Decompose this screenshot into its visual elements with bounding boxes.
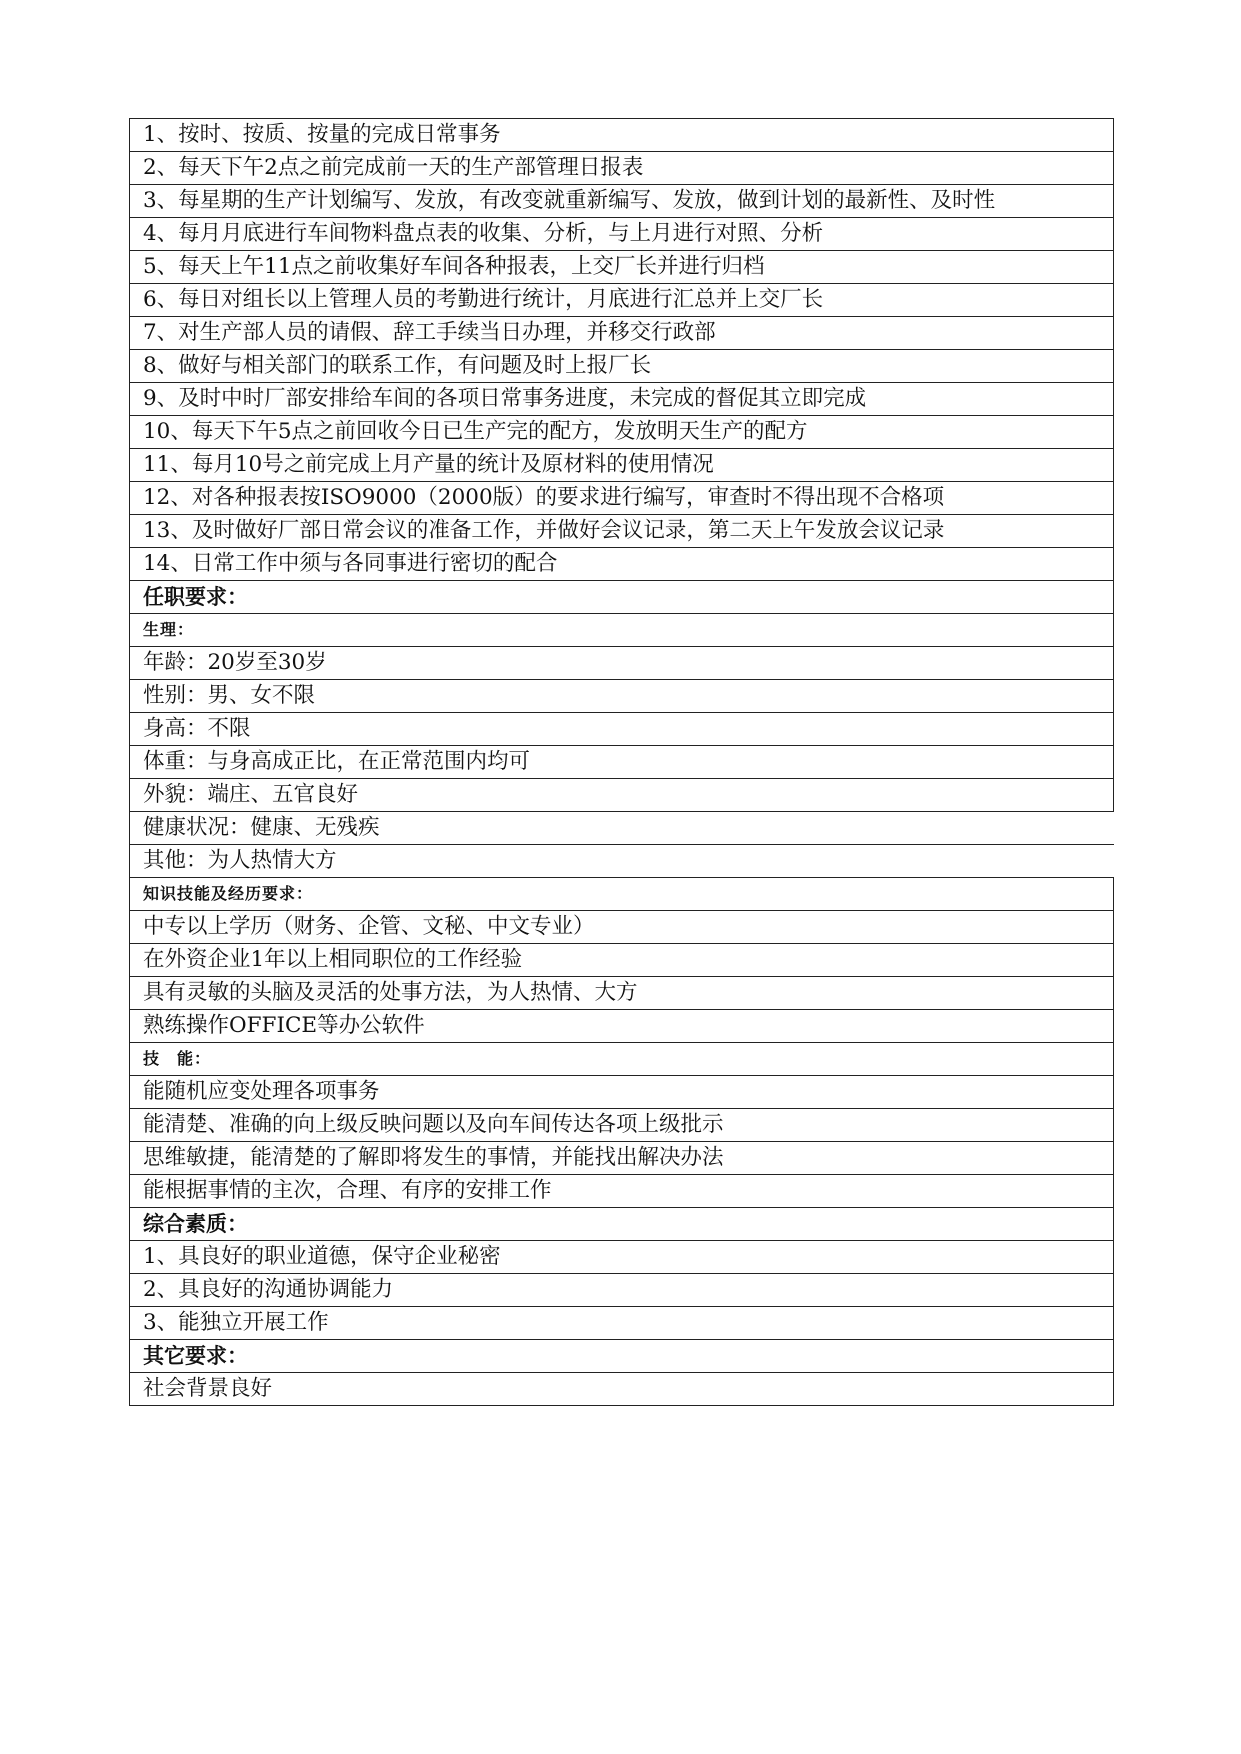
duty-item: 1、按时、按质、按量的完成日常事务 xyxy=(130,119,1114,152)
table-row xyxy=(130,1274,1114,1307)
physiology-item: 性别：男、女不限 xyxy=(130,680,1114,713)
skills-item: 能根据事情的主次，合理、有序的安排工作 xyxy=(130,1175,1114,1208)
table-row xyxy=(130,977,1114,1010)
table-row xyxy=(130,119,1114,152)
table-row xyxy=(130,383,1114,416)
table-row xyxy=(130,449,1114,482)
table-row xyxy=(130,1175,1114,1208)
physiology-item: 健康状况：健康、无残疾 xyxy=(130,812,1114,845)
knowledge-item: 在外资企业1年以上相同职位的工作经验 xyxy=(130,944,1114,977)
table-row xyxy=(130,878,1114,911)
table-row xyxy=(130,1208,1114,1241)
table-row xyxy=(130,1076,1114,1109)
table-row xyxy=(130,779,1114,812)
table-row xyxy=(130,845,1114,878)
table-row xyxy=(130,548,1114,581)
duty-item: 9、及时中时厂部安排给车间的各项日常事务进度，未完成的督促其立即完成 xyxy=(130,383,1114,416)
table-row xyxy=(130,152,1114,185)
duty-item: 10、每天下午5点之前回收今日已生产完的配方，发放明天生产的配方 xyxy=(130,416,1114,449)
table-row xyxy=(130,944,1114,977)
skills-item: 思维敏捷，能清楚的了解即将发生的事情，并能找出解决办法 xyxy=(130,1142,1114,1175)
duty-item: 4、每月月底进行车间物料盘点表的收集、分析，与上月进行对照、分析 xyxy=(130,218,1114,251)
skills-item: 能随机应变处理各项事务 xyxy=(130,1076,1114,1109)
duty-item: 8、做好与相关部门的联系工作，有问题及时上报厂长 xyxy=(130,350,1114,383)
table-row xyxy=(130,812,1114,845)
table-row xyxy=(130,1340,1114,1373)
duty-item: 12、对各种报表按ISO9000（2000版）的要求进行编写，审查时不得出现不合格项 xyxy=(130,482,1114,515)
table-row xyxy=(130,647,1114,680)
table-row xyxy=(130,350,1114,383)
table-row xyxy=(130,1241,1114,1274)
table-row xyxy=(130,680,1114,713)
table-row xyxy=(130,1109,1114,1142)
table-row xyxy=(130,185,1114,218)
table-row xyxy=(130,1043,1114,1076)
duty-item: 14、日常工作中须与各同事进行密切的配合 xyxy=(130,548,1114,581)
table-row xyxy=(130,416,1114,449)
table-row xyxy=(130,284,1114,317)
knowledge-item: 中专以上学历（财务、企管、文秘、中文专业） xyxy=(130,911,1114,944)
table-row xyxy=(130,482,1114,515)
duty-item: 6、每日对组长以上管理人员的考勤进行统计，月底进行汇总并上交厂长 xyxy=(130,284,1114,317)
table-row xyxy=(130,251,1114,284)
physiology-item: 其他：为人热情大方 xyxy=(130,845,1114,878)
requirements-heading: 任职要求： xyxy=(130,581,1114,614)
physiology-item: 体重：与身高成正比，在正常范围内均可 xyxy=(130,746,1114,779)
physiology-label: 生理： xyxy=(130,614,1114,647)
other-heading: 其它要求： xyxy=(130,1340,1114,1373)
duty-item: 5、每天上午11点之前收集好车间各种报表，上交厂长并进行归档 xyxy=(130,251,1114,284)
duty-item: 7、对生产部人员的请假、辞工手续当日办理，并移交行政部 xyxy=(130,317,1114,350)
other-item: 社会背景良好 xyxy=(130,1373,1114,1406)
table-row xyxy=(130,218,1114,251)
table-row xyxy=(130,515,1114,548)
duty-item: 13、及时做好厂部日常会议的准备工作，并做好会议记录，第二天上午发放会议记录 xyxy=(130,515,1114,548)
table-row xyxy=(130,1307,1114,1340)
job-description-table xyxy=(129,118,1114,1406)
skills-item: 能清楚、准确的向上级反映问题以及向车间传达各项上级批示 xyxy=(130,1109,1114,1142)
table-row xyxy=(130,746,1114,779)
duty-item: 3、每星期的生产计划编写、发放，有改变就重新编写、发放，做到计划的最新性、及时性 xyxy=(130,185,1114,218)
physiology-item: 年龄：20岁至30岁 xyxy=(130,647,1114,680)
qualities-item: 1、具良好的职业道德，保守企业秘密 xyxy=(130,1241,1114,1274)
knowledge-item: 具有灵敏的头脑及灵活的处事方法，为人热情、大方 xyxy=(130,977,1114,1010)
qualities-item: 3、能独立开展工作 xyxy=(130,1307,1114,1340)
physiology-item: 身高：不限 xyxy=(130,713,1114,746)
table-row xyxy=(130,317,1114,350)
table-row xyxy=(130,614,1114,647)
physiology-item: 外貌：端庄、五官良好 xyxy=(130,779,1114,812)
knowledge-label: 知识技能及经历要求： xyxy=(130,878,1114,911)
qualities-heading: 综合素质： xyxy=(130,1208,1114,1241)
table-row xyxy=(130,1373,1114,1406)
table-row xyxy=(130,581,1114,614)
skills-label: 技 能： xyxy=(130,1043,1114,1076)
knowledge-item: 熟练操作OFFICE等办公软件 xyxy=(130,1010,1114,1043)
table-row xyxy=(130,713,1114,746)
table-row xyxy=(130,1010,1114,1043)
qualities-item: 2、具良好的沟通协调能力 xyxy=(130,1274,1114,1307)
duty-item: 11、每月10号之前完成上月产量的统计及原材料的使用情况 xyxy=(130,449,1114,482)
table-row xyxy=(130,911,1114,944)
duty-item: 2、每天下午2点之前完成前一天的生产部管理日报表 xyxy=(130,152,1114,185)
table-row xyxy=(130,1142,1114,1175)
